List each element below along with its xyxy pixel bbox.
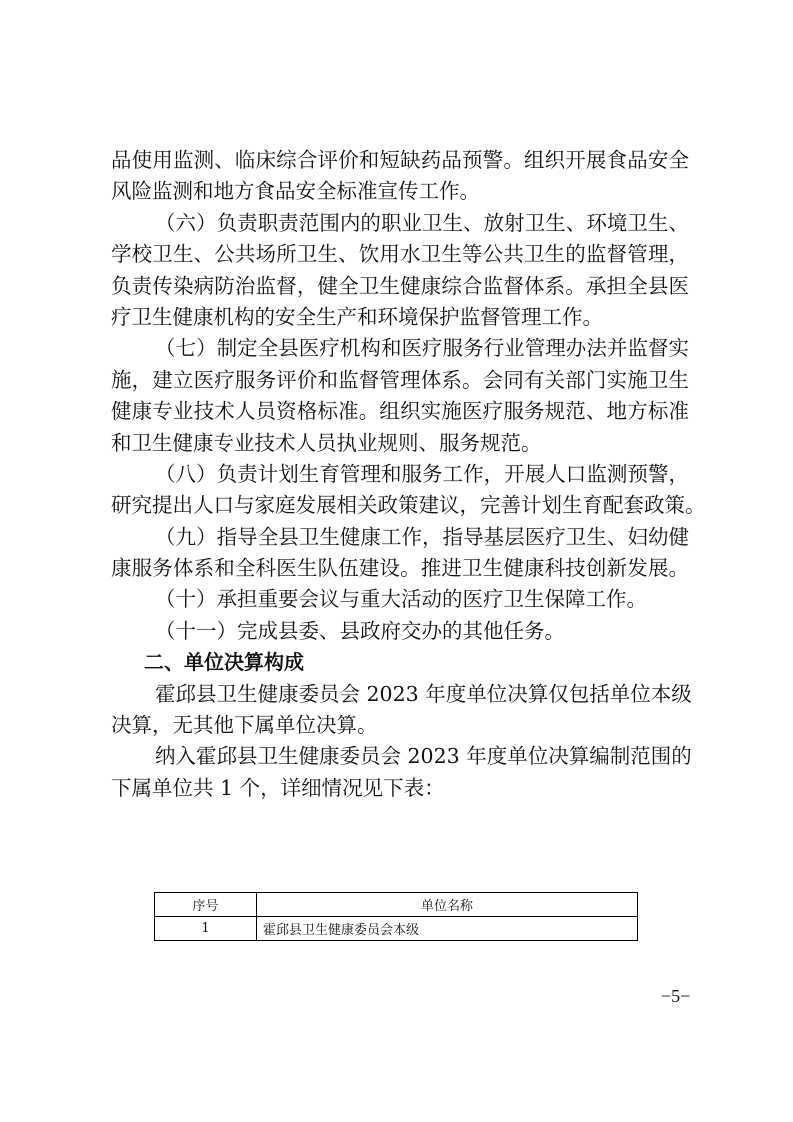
page-number: −5− [661, 986, 691, 1006]
body-text [111, 145, 706, 804]
paragraph-line: 学校卫生、公共场所卫生、饮用水卫生等公共卫生的监督管理， [111, 242, 689, 267]
paragraph-line: 研究提出人口与家庭发展相关政策建议，完善计划生育配套政策。 [111, 493, 706, 518]
paragraph-line: （七）制定全县医疗机构和医疗服务行业管理办法并监督实 [155, 336, 689, 361]
paragraph-line: 品使用监测、临床综合评价和短缺药品预警。组织开展食品安全 [111, 148, 689, 172]
paragraph-line: 康服务体系和全科医生队伍建设。推进卫生健康科技创新发展。 [111, 556, 689, 581]
section-heading: 二、单位决算构成 [144, 650, 304, 675]
paragraph-line: 健康专业技术人员资格标准。组织实施医疗服务规范、地方标准 [111, 399, 689, 424]
paragraph-line: 决算，无其他下属单位决算。 [111, 713, 378, 738]
paragraph-line: 纳入霍邱县卫生健康委员会 2023 年度单位决算编制范围的 [155, 744, 692, 769]
paragraph-line: 霍邱县卫生健康委员会 2023 年度单位决算仅包括单位本级 [155, 681, 692, 706]
table-cell: 1 [155, 917, 257, 941]
paragraph-line: 负责传染病防治监督，健全卫生健康综合监督体系。承担全县医 [111, 273, 689, 298]
paragraph-line: 风险监测和地方食品安全标准宣传工作。 [111, 179, 480, 204]
paragraph-line: （十一）完成县委、县政府交办的其他任务。 [155, 618, 565, 643]
paragraph-line: 和卫生健康专业技术人员执业规则、服务规范。 [111, 430, 542, 455]
paragraph-line: （六）负责职责范围内的职业卫生、放射卫生、环境卫生、 [155, 210, 689, 235]
table-cell: 霍邱县卫生健康委员会本级 [257, 917, 638, 941]
paragraph-line: （八）负责计划生育管理和服务工作，开展人口监测预警， [155, 461, 689, 486]
paragraph-line: 施，建立医疗服务评价和监督管理体系。会同有关部门实施卫生 [111, 367, 689, 392]
paragraph-line: 下属单位共 1 个，详细情况见下表： [111, 775, 445, 800]
table-header-row [155, 893, 638, 917]
paragraph-line: （十）承担重要会议与重大活动的医疗卫生保障工作。 [155, 587, 647, 612]
table-row [155, 917, 638, 941]
unit-table [154, 892, 638, 941]
table-header-cell: 单位名称 [257, 893, 638, 917]
table-header-cell: 序号 [155, 893, 257, 917]
paragraph-line: 疗卫生健康机构的安全生产和环境保护监督管理工作。 [111, 304, 603, 329]
paragraph-line: （九）指导全县卫生健康工作，指导基层医疗卫生、妇幼健 [155, 524, 689, 549]
